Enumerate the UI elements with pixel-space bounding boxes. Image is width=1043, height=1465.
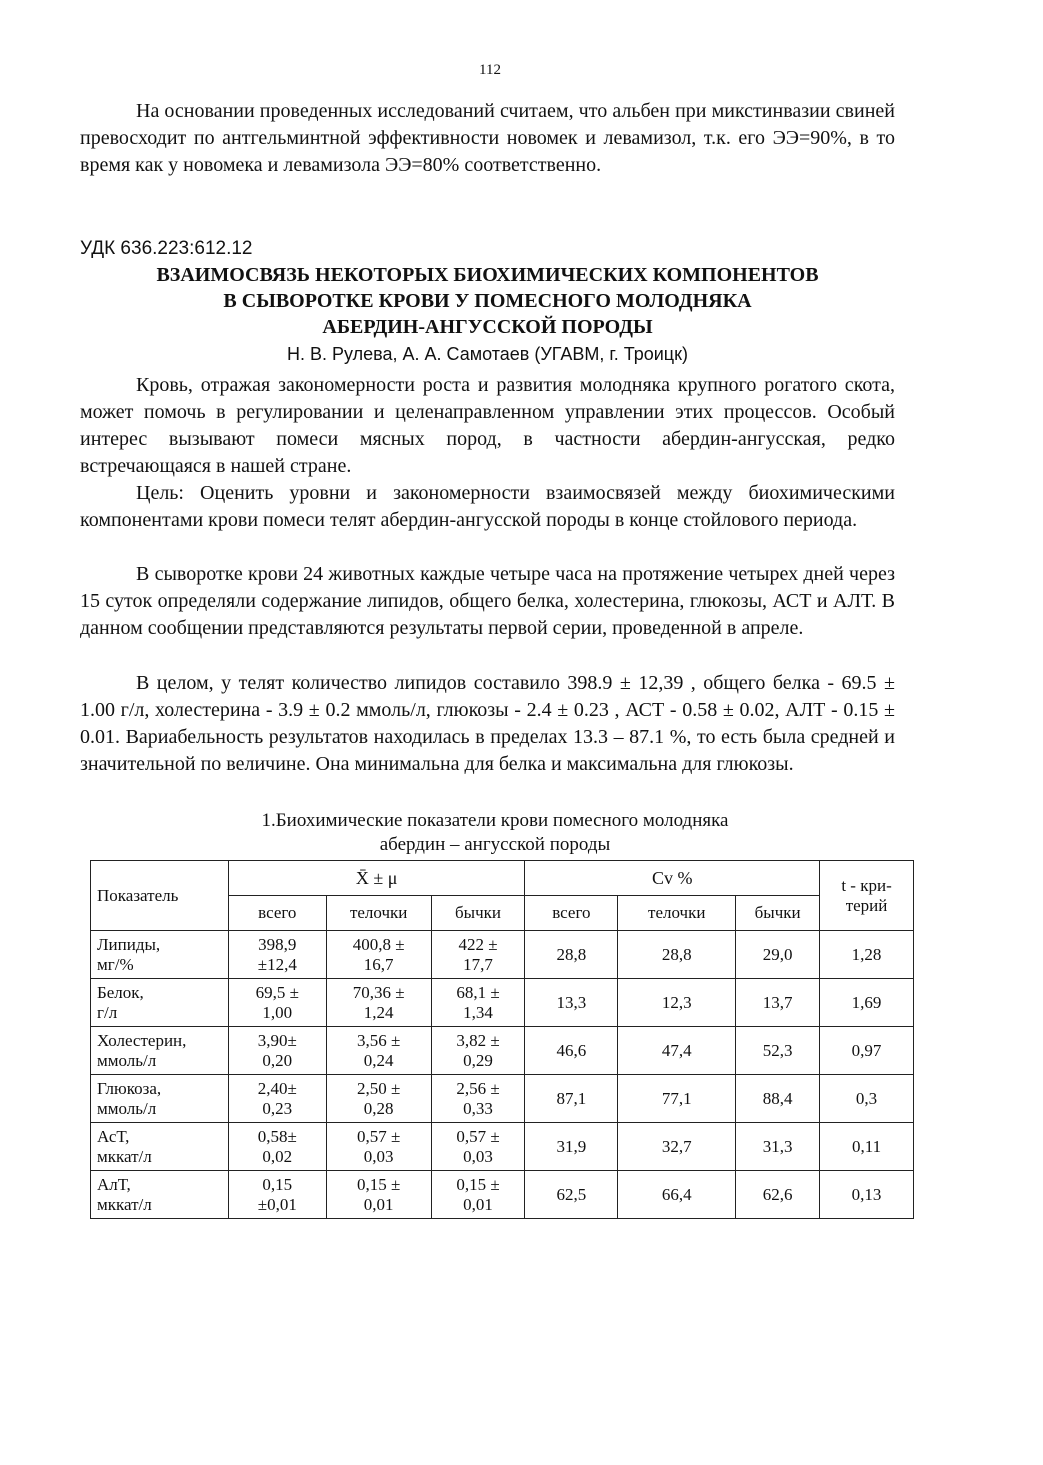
cell-t: 1,69 [820,979,914,1027]
table-row [91,1075,914,1123]
cell-indicator: АлТ, мккат/л [91,1171,229,1219]
table-caption [150,808,840,858]
cell-mean-heifers: 3,56 ± 0,24 [326,1027,431,1075]
intro-paragraph: На основании проведенных исследований считаем, что альбен при микстинвазии свиней превосходит по антгельминтной эффективности новомек и левамизол, т.к. его ЭЭ=90%, в то время как у новомека и левамизола ЭЭ=80% соответственно. [80,100,895,176]
cell-t: 0,97 [820,1027,914,1075]
cell-cv-heifers: 77,1 [618,1075,736,1123]
cell-cv-total: 62,5 [525,1171,618,1219]
cell-cv-bulls: 88,4 [736,1075,820,1123]
cell-mean-total: 2,40± 0,23 [228,1075,326,1123]
cell-cv-bulls: 13,7 [736,979,820,1027]
cell-mean-heifers: 400,8 ± 16,7 [326,931,431,979]
article-title [80,262,895,340]
page-number: 112 [479,62,501,78]
cell-cv-bulls: 29,0 [736,931,820,979]
cell-mean-total: 3,90± 0,20 [228,1027,326,1075]
subheader-bulls: бычки [736,896,820,931]
cell-t: 0,3 [820,1075,914,1123]
cell-cv-total: 28,8 [525,931,618,979]
cell-mean-bulls: 0,57 ± 0,03 [431,1123,525,1171]
authors: Н. В. Рулева, А. А. Самотаев (УГАВМ, г. Троицк) [287,344,688,364]
cell-mean-total: 69,5 ± 1,00 [228,979,326,1027]
title-line: ВЗАИМОСВЯЗЬ НЕКОТОРЫХ БИОХИМИЧЕСКИХ КОМПОНЕНТОВ [156,264,819,286]
subheader-total: всего [525,896,618,931]
cell-mean-heifers: 2,50 ± 0,28 [326,1075,431,1123]
cell-mean-heifers: 70,36 ± 1,24 [326,979,431,1027]
subheader-bulls: бычки [431,896,525,931]
cell-cv-heifers: 32,7 [618,1123,736,1171]
header-t-line: терий [845,895,888,915]
paragraph-methods: В сыворотке крови 24 животных каждые четыре часа на протяжение четырех дней через 15 суток определяли содержание липидов, общего белка, холестерина, глюкозы, АСТ и АЛТ. В данном сообщении представляются результаты первой серии, проведенной в апреле. [80,563,895,639]
cell-mean-bulls: 68,1 ± 1,34 [431,979,525,1027]
subheader-heifers: телочки [326,896,431,931]
cell-mean-total: 0,15 ±0,01 [228,1171,326,1219]
cell-cv-heifers: 47,4 [618,1027,736,1075]
cell-cv-total: 46,6 [525,1027,618,1075]
cell-cv-bulls: 62,6 [736,1171,820,1219]
udc-code: УДК 636.223:612.12 [80,238,253,259]
header-mean: X̄ ± μ [228,861,525,896]
subheader-total: всего [228,896,326,931]
cell-cv-bulls: 52,3 [736,1027,820,1075]
cell-t: 1,28 [820,931,914,979]
table-row [91,1123,914,1171]
biochem-table [90,860,914,1219]
cell-cv-heifers: 12,3 [618,979,736,1027]
cell-cv-total: 87,1 [525,1075,618,1123]
table-caption-line: абердин – ангусской породы [379,834,611,855]
cell-indicator: Липиды, мг/% [91,931,229,979]
table-row [91,1171,914,1219]
table-row [91,1027,914,1075]
header-cv: Cv % [525,861,820,896]
cell-cv-heifers: 28,8 [618,931,736,979]
paragraph-background: Кровь, отражая закономерности роста и развития молодняка крупного рогатого скота, может помочь в регулировании и целенаправленном управлении этих процессов. Особый интерес вызывают помеси мясных пород, в частности абердин-ангусская, редко встречающаяся в нашей стране. [80,374,895,477]
cell-cv-total: 13,3 [525,979,618,1027]
title-line: В СЫВОРОТКЕ КРОВИ У ПОМЕСНОГО МОЛОДНЯКА [223,290,752,312]
cell-indicator: Глюкоза, ммоль/л [91,1075,229,1123]
cell-mean-bulls: 2,56 ± 0,33 [431,1075,525,1123]
cell-mean-heifers: 0,57 ± 0,03 [326,1123,431,1171]
header-indicator: Показатель [91,861,229,931]
table-caption-line: 1.Биохимические показатели крови помесного молодняка [261,810,729,831]
cell-indicator: Белок, г/л [91,979,229,1027]
cell-mean-bulls: 422 ± 17,7 [431,931,525,979]
cell-mean-total: 0,58± 0,02 [228,1123,326,1171]
cell-cv-heifers: 66,4 [618,1171,736,1219]
cell-mean-heifers: 0,15 ± 0,01 [326,1171,431,1219]
paragraph-results: В целом, у телят количество липидов составило 398.9 ± 12,39 , общего белка - 69.5 ± 1.00 г/л, холестерина - 3.9 ± 0.2 ммоль/л, глюкозы - 2.4 ± 0.23 , АСТ - 0.58 ± 0.02, АЛТ - 0.15 ± 0.01. Вариабельность результатов находилась в пределах 13.3 – 87.1 %, то есть была средней и значительной по величине. Она минимальна для белка и максимальна для глюкозы. [80,672,895,775]
cell-mean-total: 398,9 ±12,4 [228,931,326,979]
cell-indicator: Холестерин, ммоль/л [91,1027,229,1075]
cell-mean-bulls: 3,82 ± 0,29 [431,1027,525,1075]
cell-indicator: АсТ, мккат/л [91,1123,229,1171]
cell-t: 0,13 [820,1171,914,1219]
paragraph-goal: Цель: Оценить уровни и закономерности взаимосвязей между биохимическими компонентами крови помеси телят абердин-ангусской породы в конце стойлового периода. [80,482,895,531]
cell-t: 0,11 [820,1123,914,1171]
title-line: АБЕРДИН-АНГУССКОЙ ПОРОДЫ [322,316,653,338]
cell-cv-total: 31,9 [525,1123,618,1171]
subheader-heifers: телочки [618,896,736,931]
header-t-criterion [820,861,914,931]
cell-mean-bulls: 0,15 ± 0,01 [431,1171,525,1219]
table-row [91,931,914,979]
cell-cv-bulls: 31,3 [736,1123,820,1171]
table-row [91,979,914,1027]
header-t-line: t - кри- [841,875,892,895]
